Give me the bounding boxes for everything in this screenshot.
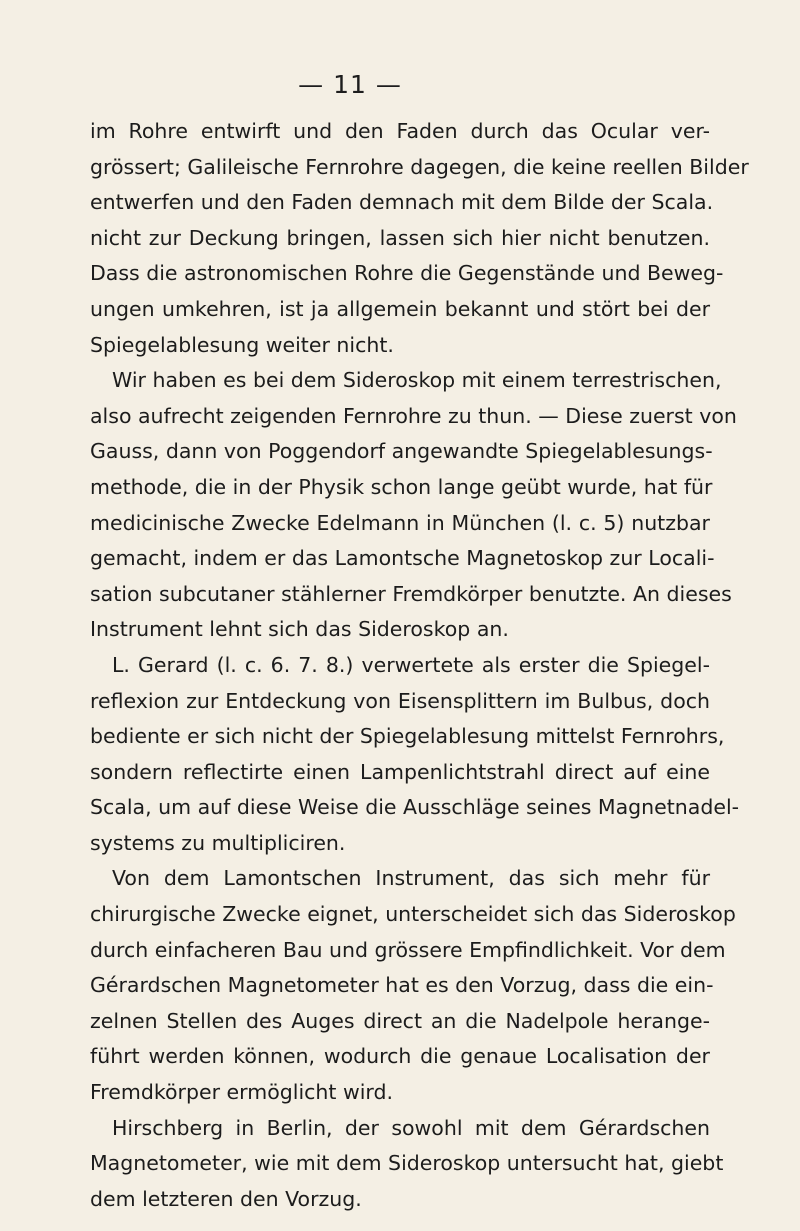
text-line: Spiegelablesung weiter nicht. xyxy=(90,332,394,357)
text-line: grössert; Galileische Fernrohre dagegen, die keine reellen Bilder xyxy=(90,154,749,179)
text-line: Instrument lehnt sich das Sideroskop an. xyxy=(90,617,509,642)
text-line: Hirschberg in Berlin, der sowohl mit dem Gérardschen xyxy=(112,1115,710,1140)
paragraph-3 xyxy=(90,648,740,862)
text-line: Dass die astronomischen Rohre die Gegenstände und Beweg- xyxy=(90,261,724,286)
text-line: im Rohre entwirft und den Faden durch das Ocular ver- xyxy=(90,119,710,143)
text-line: dem letzteren den Vorzug. xyxy=(90,1186,362,1211)
text-line: durch einfacheren Bau und grössere Empfindlichkeit. Vor dem xyxy=(90,937,726,962)
text-line: Wir haben es bei dem Sideroskop mit einem terrestrischen, xyxy=(112,368,722,393)
text-line: L. Gerard (l. c. 6. 7. 8.) verwertete als erster die Spiegel- xyxy=(112,652,710,677)
text-line: gemacht, indem er das Lamontsche Magnetoskop zur Locali- xyxy=(90,546,715,571)
text-line: zelnen Stellen des Auges direct an die Nadelpole herange- xyxy=(90,1008,710,1033)
text-line: Scala, um auf diese Weise die Ausschläge seines Magnetnadel- xyxy=(90,795,740,820)
text-line: systems zu multipliciren. xyxy=(90,830,346,855)
text-line: chirurgische Zwecke eignet, unterscheidet sich das Sideroskop xyxy=(90,902,736,927)
text-line: ungen umkehren, ist ja allgemein bekannt und stört bei der xyxy=(90,296,710,321)
paragraph-4 xyxy=(90,861,736,1110)
text-line: bediente er sich nicht der Spiegelablesung mittelst Fernrohrs, xyxy=(90,724,725,749)
text-line: also aufrecht zeigenden Fernrohre zu thun. — Diese zuerst von xyxy=(90,403,737,428)
text-line: Magnetometer, wie mit dem Sideroskop untersucht hat, giebt xyxy=(90,1151,724,1176)
paragraph-5 xyxy=(90,1111,724,1218)
text-line: medicinische Zwecke Edelmann in München (l. c. 5) nutzbar xyxy=(90,510,710,535)
text-line: sation subcutaner stählerner Fremdkörper benutzte. An dieses xyxy=(90,581,732,606)
text-line: reflexion zur Entdeckung von Eisensplittern im Bulbus, doch xyxy=(90,688,710,713)
text-line: sondern reflectirte einen Lampenlichtstrahl direct auf eine xyxy=(90,759,710,784)
text-line: Gérardschen Magnetometer hat es den Vorzug, dass die ein- xyxy=(90,973,714,998)
text-line: Gauss, dann von Poggendorf angewandte Spiegelablesungs- xyxy=(90,439,713,464)
text-line: Von dem Lamontschen Instrument, das sich mehr für xyxy=(112,866,710,891)
paragraph-2 xyxy=(90,363,737,648)
body-text xyxy=(90,114,749,1217)
page-number: — 11 — xyxy=(298,70,402,99)
text-line: Fremdkörper ermöglicht wird. xyxy=(90,1080,394,1105)
text-line: methode, die in der Physik schon lange geübt wurde, hat für xyxy=(90,474,713,499)
text-line: entwerfen und den Faden demnach mit dem Bilde der Scala. xyxy=(90,190,714,215)
paragraph-1 xyxy=(90,114,749,363)
text-line: führt werden können, wodurch die genaue Localisation der xyxy=(90,1044,710,1069)
text-line: nicht zur Deckung bringen, lassen sich hier nicht benutzen. xyxy=(90,225,710,250)
